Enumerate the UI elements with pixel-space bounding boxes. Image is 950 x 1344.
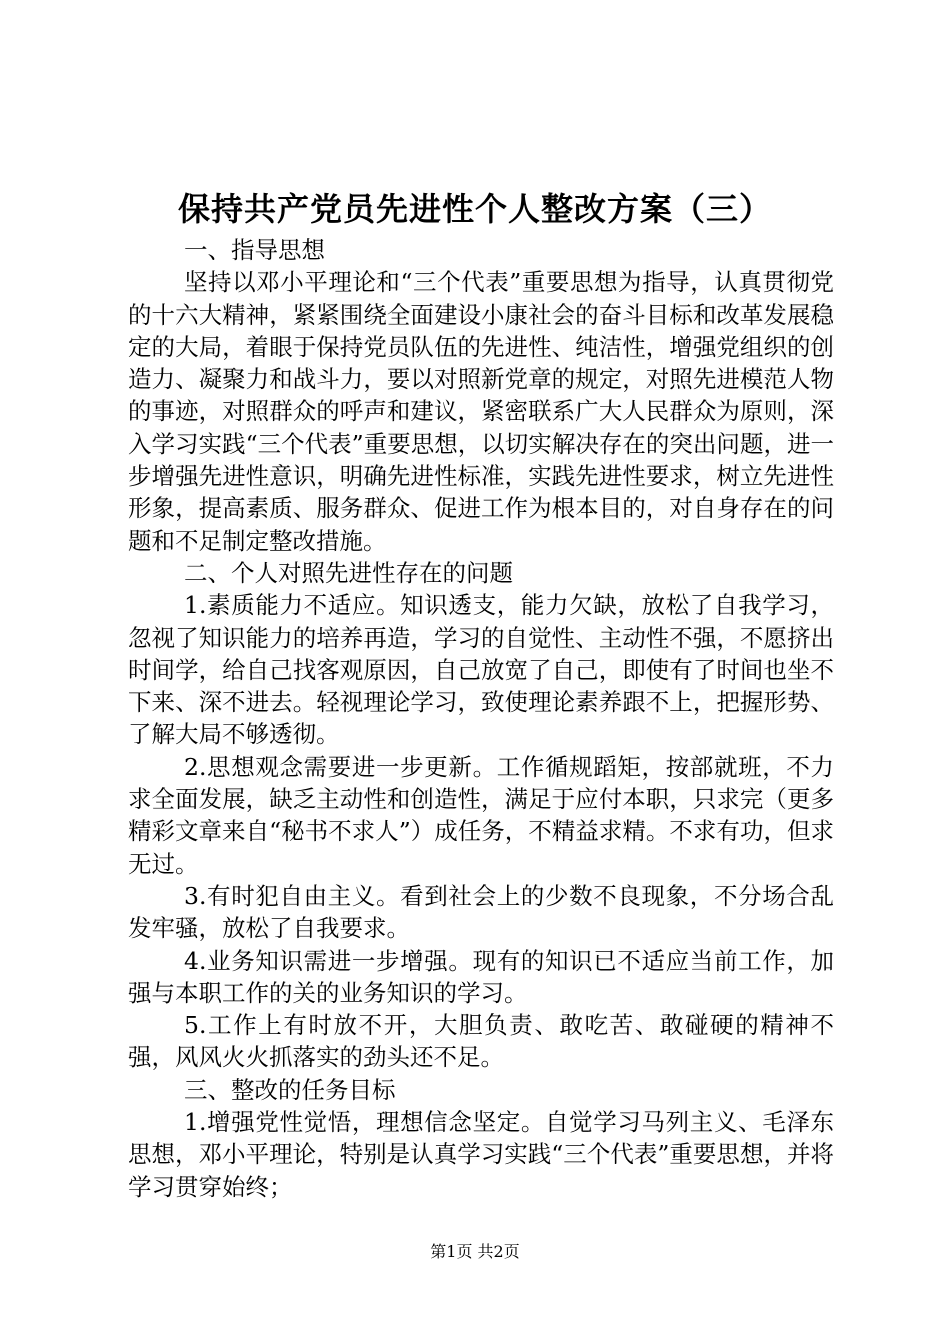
paragraph-problem-4: 4.业务知识需进一步增强。现有的知识已不适应当前工作，加强与本职工作的关的业务知识的学习。 xyxy=(128,946,834,1007)
paragraph-problem-5: 5.工作上有时放不开，大胆负责、敢吃苦、敢碰硬的精神不强，风风火火抓落实的劲头还不足。 xyxy=(128,1011,834,1072)
section-heading-problems: 二、个人对照先进性存在的问题 xyxy=(184,558,513,587)
paragraph-goal-1: 1.增强党性觉悟，理想信念坚定。自觉学习马列主义、毛泽东思想，邓小平理论，特别是认真学习实践“三个代表”重要思想，并将学习贯穿始终； xyxy=(128,1108,834,1201)
page-footer: 第1页 共2页 xyxy=(430,1242,520,1261)
paragraph-problem-1: 1.素质能力不适应。知识透支，能力欠缺，放松了自我学习，忽视了知识能力的培养再造，学习的自觉性、主动性不强，不愿挤出时间学，给自己找客观原因，自己放宽了自己，即使有了时间也坐不下来、深不进去。轻视理论学习，致使理论素养跟不上，把握形势、了解大局不够透彻。 xyxy=(128,591,834,749)
section-heading-goals: 三、整改的任务目标 xyxy=(184,1075,396,1104)
paragraph-problem-3: 3.有时犯自由主义。看到社会上的少数不良现象，不分场合乱发牢骚，放松了自我要求。 xyxy=(128,881,834,943)
document-title: 保持共产党员先进性个人整改方案（三） xyxy=(177,190,772,228)
document-body xyxy=(128,234,834,1203)
paragraph-guiding-thought: 坚持以邓小平理论和“三个代表”重要思想为指导，认真贯彻党的十六大精神，紧紧围绕全面建设小康社会的奋斗目标和改革发展稳定的大局，着眼于保持党员队伍的先进性、纯洁性，增强党组织的创造力、凝聚力和战斗力，要以对照新党章的规定，对照先进模范人物的事迹，对照群众的呼声和建议，紧密联系广大人民群众为原则，深入学习实践“三个代表”重要思想，以切实解决存在的突出问题，进一步增强先进性意识，明确先进性标准，实践先进性要求，树立先进性形象，提高素质、服务群众、促进工作为根本目的，对自身存在的问题和不足制定整改措施。 xyxy=(128,268,834,555)
section-heading-guiding-thought: 一、指导思想 xyxy=(184,236,325,264)
paragraph-problem-2: 2.思想观念需要进一步更新。工作循规蹈矩，按部就班，不力求全面发展，缺乏主动性和创造性，满足于应付本职，只求完（更多精彩文章来自“秘书不求人”）成任务，不精益求精。不求有功，但求无过。 xyxy=(128,752,834,878)
